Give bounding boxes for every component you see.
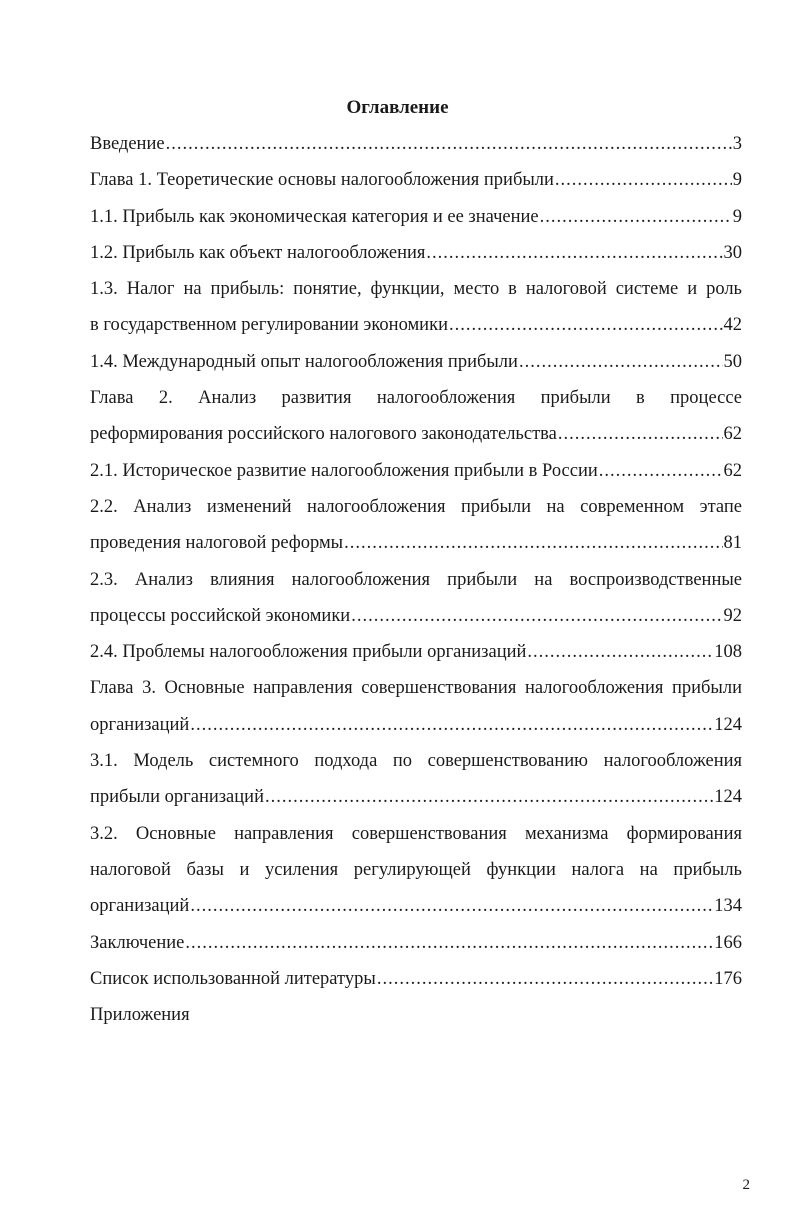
toc-page-number: 81: [723, 533, 742, 554]
toc-page-number: 176: [714, 968, 742, 989]
toc-entry-title: реформирования российского налогового законодательства: [90, 424, 557, 445]
dot-leader: [265, 779, 713, 815]
toc-entry-title: организаций: [90, 714, 190, 735]
page-number: 2: [742, 1177, 750, 1193]
toc-entry-title: проведения налоговой реформы: [90, 533, 344, 554]
toc-page-number: 42: [723, 315, 742, 336]
toc-entry-1-1[interactable]: [90, 199, 742, 235]
toc-entry-title: 2.1. Историческое развитие налогообложения прибыли в России: [90, 460, 598, 481]
toc-entry-2-1[interactable]: [90, 453, 742, 489]
toc-entry-title: Глава 1. Теоретические основы налогообложения прибыли: [90, 170, 554, 191]
toc-entry-title: Заключение: [90, 932, 185, 953]
toc-entry-title: 2.4. Проблемы налогообложения прибыли организаций: [90, 642, 527, 663]
toc-entry-title: прибыли организаций: [90, 787, 264, 808]
dot-leader: [558, 416, 723, 452]
dot-leader: [519, 344, 723, 380]
toc-entry-conclusion[interactable]: [90, 925, 742, 961]
toc-entry-1-3[interactable]: [90, 271, 742, 344]
toc-entry-chapter-3[interactable]: [90, 670, 742, 743]
dot-leader: [449, 307, 723, 343]
toc-entry-title-first-line: 1.3. Налог на прибыль: понятие, функции, место в налоговой системе и роль: [90, 279, 742, 300]
toc-page-number: 108: [714, 642, 742, 663]
toc-entry-title: процессы российской экономики: [90, 605, 351, 626]
toc-entry-title: 1.4. Международный опыт налогообложения прибыли: [90, 351, 518, 372]
table-of-contents: [90, 126, 742, 1033]
toc-page-number: 166: [714, 932, 742, 953]
toc-entry-title-first-line: 2.2. Анализ изменений налогообложения прибыли на современном этапе: [90, 496, 742, 517]
page-title: Оглавление: [346, 97, 449, 118]
dot-leader: [190, 707, 713, 743]
toc-entry-title: Список использованной литературы: [90, 968, 376, 989]
toc-page-number: 3: [732, 134, 742, 154]
dot-leader: [426, 235, 722, 271]
dot-leader: [540, 199, 732, 235]
toc-entry-chapter-1[interactable]: [90, 162, 742, 198]
dot-leader: [185, 925, 713, 961]
toc-entry-2-3[interactable]: [90, 562, 742, 635]
toc-entry-appendices[interactable]: [90, 997, 742, 1033]
dot-leader: [351, 598, 722, 634]
toc-page-number: 62: [723, 424, 742, 445]
toc-page-number: 9: [732, 206, 742, 227]
dot-leader: [527, 634, 713, 670]
toc-entry-title: Приложения: [90, 1005, 190, 1026]
toc-entry-2-4[interactable]: [90, 634, 742, 670]
toc-entry-title: в государственном регулировании экономики: [90, 315, 448, 336]
dot-leader: [190, 888, 713, 924]
toc-page-number: 9: [732, 170, 742, 191]
dot-leader: [377, 961, 713, 997]
toc-entry-title: организаций: [90, 896, 190, 917]
toc-entry-title: 1.1. Прибыль как экономическая категория и ее значение: [90, 206, 539, 227]
toc-page-number: 134: [714, 896, 742, 917]
toc-entry-title-first-line: Глава 3. Основные направления совершенствования налогообложения прибыли: [90, 678, 742, 699]
toc-entry-title-second-line: налоговой базы и усиления регулирующей функции налога на прибыль: [90, 859, 742, 880]
dot-leader: [599, 453, 723, 489]
toc-entry-3-2[interactable]: [90, 816, 742, 925]
toc-page-number: 124: [714, 714, 742, 735]
toc-entry-title-first-line: 3.1. Модель системного подхода по совершенствованию налогообложения: [90, 751, 742, 772]
dot-leader: [555, 162, 732, 198]
toc-page-number: 92: [723, 605, 742, 626]
toc-entry-1-2[interactable]: [90, 235, 742, 271]
toc-entry-chapter-2[interactable]: [90, 380, 742, 453]
toc-entry-title-first-line: 2.3. Анализ влияния налогообложения прибыли на воспроизводственные: [90, 569, 742, 590]
toc-entry-references[interactable]: [90, 961, 742, 997]
toc-page-number: 62: [723, 460, 742, 481]
toc-page-number: 30: [723, 242, 742, 263]
toc-entry-title: 1.2. Прибыль как объект налогообложения: [90, 242, 426, 263]
toc-page-number: 124: [714, 787, 742, 808]
toc-entry-title-first-line: 3.2. Основные направления совершенствования механизма формирования: [90, 823, 742, 844]
dot-leader: [344, 525, 722, 561]
toc-page-number: 50: [723, 351, 742, 372]
toc-entry-title: Введение: [90, 134, 165, 154]
dot-leader: [166, 126, 732, 162]
toc-entry-title-first-line: Глава 2. Анализ развития налогообложения прибыли в процессе: [90, 388, 742, 409]
toc-entry-3-1[interactable]: [90, 743, 742, 816]
toc-entry-2-2[interactable]: [90, 489, 742, 562]
toc-entry-introduction[interactable]: [90, 126, 742, 162]
toc-entry-1-4[interactable]: [90, 344, 742, 380]
